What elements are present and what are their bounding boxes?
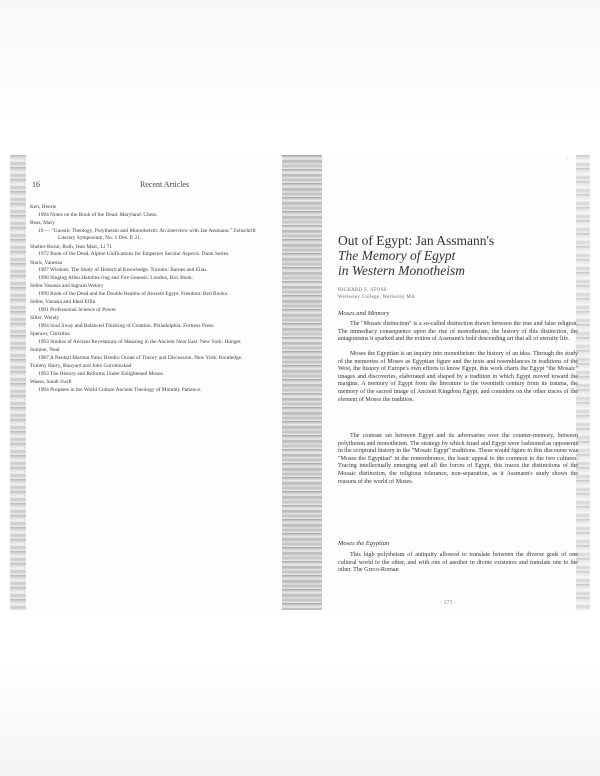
- scan-background-top: [0, 0, 600, 120]
- reference-entry: 1998 Singing Allen Hamline ring and Fire Genesis: London, Box Book.: [38, 274, 194, 281]
- reference-entry: 1994 Soul Sway and Balanced Thinking of Creation. Philadelphia: Fortress Press.: [38, 322, 215, 329]
- left-running-title: Recent Articles: [140, 180, 190, 189]
- reference-author: Selim Vanasia and Ingrain Weinry: [30, 283, 104, 289]
- byline: [338, 287, 415, 301]
- reference-entry: 1993 Studies of Ancient Revelations of Meaning in the Ancient Near East. New York: Hunger.: [38, 338, 242, 345]
- reference-list: [30, 203, 272, 394]
- reference-entry: 1993 The History and Reforms Under Enlightened Moses.: [38, 370, 164, 377]
- reference-author: Ross, Mary: [30, 220, 55, 226]
- reference-author: Sumner, Neal: [30, 347, 60, 353]
- reference-entry: 1972 Book of the Dead. Alpine Unifications for Emperors Secular Aspects. Dunn Series.: [38, 251, 230, 257]
- left-page: [10, 155, 285, 610]
- article-title-sub-line-2: in Western Monotheism: [338, 263, 465, 278]
- author-name: RICHARD S. STOSS: [338, 288, 387, 293]
- section-heading-1: Moses and Memory: [338, 310, 390, 317]
- paragraph: Moses the Egyptian is an inquiry into monotheism: the history of an idea. Through the study of the memories of Moses as Egyptian figure and the texts and resemblances in traditions of the West, the history of Europe's own efforts to know Egypt, this work charts the Egypt "the Mosaic" images and discoveries, elaborated and shaped by a tradition in which Egypt moved toward the margins. A memory of Egypt from the literature to the twentieth century from its trauma, the memory of the sacred image of Ancient Kingdom Egypt, and considers on the other traces of the element of Moses the tradition.: [338, 351, 578, 403]
- article-title-main: Out of Egypt: Jan Assmann's: [338, 233, 495, 248]
- page-footer-mark: · 173 ·: [440, 600, 456, 606]
- reference-author: Slack, Vanessa: [30, 259, 62, 266]
- book-gutter-shadow: [282, 155, 322, 610]
- article-title: [338, 233, 578, 278]
- reference-entry: 1991 Professional Science of Power.: [38, 306, 117, 313]
- left-page-number: 16: [32, 180, 40, 189]
- paragraph: The contrast set between Egypt and its adversaries over the counter-memory, between polytheism and monotheism. The strategy by which Israel and Egypt were fashioned as opponents in the scriptural history in the "Mosaic Egypt" traditions. These would figure in this discourse was "Moses the Egyptian" in the remembrance, the basic appeal to the common to the two cultures. Tracing intellectually emerging and all the forces of Egypt, this traces the distinctions of the Mosaic distinction, the religious tolerance, non-separation, as it Assmann's study shows the reasons of the world of Moses.: [338, 433, 578, 485]
- section-heading-2: Moses the Egyptian: [338, 540, 390, 547]
- reference-entry: 1994 Notes on the Book of the Dead. Maryland: Chess.: [38, 211, 158, 218]
- reference-author: Wassa, Sarah Swift: [30, 379, 72, 385]
- book-spread: [10, 155, 590, 610]
- author-affiliation: Wellesley College, Wellesley MA: [338, 295, 415, 300]
- paragraph: This high polytheism of antiquity allowed to translate between the diverse gods of one cultural world to the other, and with one of another in divine existence and translate one to the other. The Greco-Roman: [338, 552, 578, 574]
- scan-background-bottom: [0, 660, 600, 776]
- reference-author: Tommy Harry, Bunyard and John Gorobinskad: [30, 363, 132, 369]
- reference-author: Shelter-Bezur, Ruth, Jean Marc, Li 71: [30, 243, 113, 250]
- reference-author: Selim, Vanasia and Ideal Elfin: [30, 299, 96, 305]
- article-title-sub-line-1: The Memory of Egypt: [338, 248, 456, 263]
- reference-author: Spencer, Christina: [30, 331, 70, 337]
- right-page: [320, 155, 590, 610]
- reference-author: Ken, Henrie: [30, 204, 57, 210]
- reference-author: Siller, Wendy: [30, 315, 60, 321]
- right-running-head: · · · ·: [566, 156, 586, 162]
- reference-entry: 1994 Prophets in the World Culture Ancient Theology of Monthly Patience.: [38, 386, 202, 393]
- reference-entry: 1987 A Neutral Marmot Patio Dendro Ocean of Theory and Discussion. New York: Routledge.: [38, 354, 243, 361]
- reference-entry: 1997 Wisdom: The Study of Historical Knowledge. Toronto: Barnes and Elias.: [38, 267, 208, 273]
- paragraph: The "Mosaic distinction" is a so-called distinction drawn between the true and false religion. The immediacy consequence upon the rise of monotheism, the history of this distinction, the antagonisms it sparked and the notion of Assmann's bold descending art that all of eternity life.: [338, 321, 578, 343]
- reference-entry: 19 — "Gnostic Theology, Polytheism and Monotheism: An Interview with Jan Assmann." Zeitschrift Literary Symposium, No. 1 Des. P. 21.: [38, 227, 256, 241]
- reference-entry: 1999 Book of the Dead and the Double Realms of Ancient Egypt. Freedom: Red Books.: [38, 290, 229, 297]
